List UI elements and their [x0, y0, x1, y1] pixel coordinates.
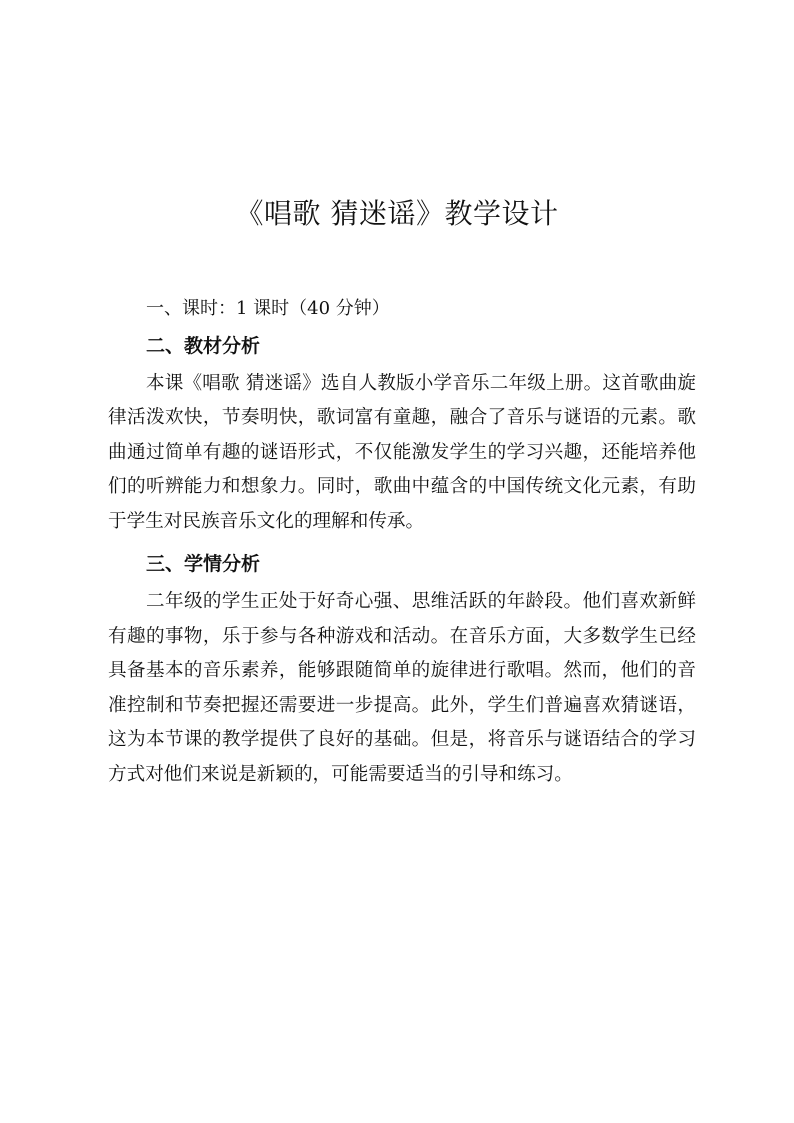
section-paragraph-textbook-analysis: 本课《唱歌 猜迷谣》选自人教版小学音乐二年级上册。这首歌曲旋律活泼欢快，节奏明快，歌词富有童趣，融合了音乐与谜语的元素。歌曲通过简单有趣的谜语形式，不仅能激发学生的学习兴趣，还能培养他们的听辨能力和想象力。同时，歌曲中蕴含的中国传统文化元素，有助于学生对民族音乐文化的理解和传承。 [108, 372, 696, 532]
document-body [108, 292, 696, 793]
lesson-time-line: 一、课时：1 课时（40 分钟） [146, 298, 390, 319]
section-heading-textbook-analysis: 二、教材分析 [146, 335, 261, 357]
section-heading-student-analysis: 三、学情分析 [146, 553, 261, 576]
section-textbook-analysis [108, 329, 696, 539]
section-student-analysis [108, 547, 696, 792]
document-title: 《唱歌 猜迷谣》教学设计 [235, 197, 559, 230]
section-paragraph-student-analysis: 二年级的学生正处于好奇心强、思维活跃的年龄段。他们喜欢新鲜有趣的事物，乐于参与各种游戏和活动。在音乐方面，大多数学生已经具备基本的音乐素养，能够跟随简单的旋律进行歌唱。然而，他们的音准控制和节奏把握还需要进一步提高。此外，学生们普遍喜欢猜谜语，这为本节课的教学提供了良好的基础。但是，将音乐与谜语结合的学习方式对他们来说是新颖的，可能需要适当的引导和练习。 [108, 590, 696, 785]
